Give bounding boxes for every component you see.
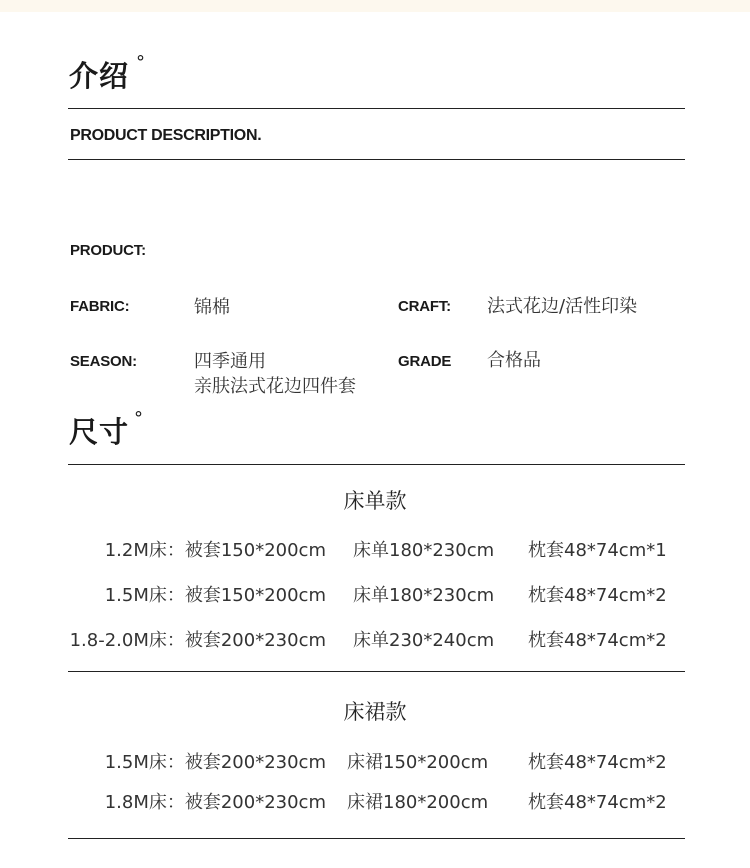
- size-row-pillow: 枕套48*74cm*2: [528, 585, 667, 606]
- size-row-pillow: 枕套48*74cm*1: [528, 540, 667, 561]
- size-row-skirt: 床裙150*200cm: [347, 752, 489, 773]
- grade-label: GRADE: [398, 353, 452, 370]
- size-row-pillow: 枕套48*74cm*2: [528, 752, 667, 773]
- divider: [68, 108, 685, 109]
- size-row-pillow: 枕套48*74cm*2: [528, 630, 667, 651]
- product-description-subtitle: PRODUCT DESCRIPTION.: [70, 127, 262, 144]
- size-row-bed: 1.5M床：被套150*200cm: [104, 585, 326, 606]
- size-row-bed: 1.8-2.0M床：被套200*230cm: [69, 630, 326, 651]
- season-value-line1: 四季通用: [194, 351, 266, 372]
- craft-value: 法式花边/活性印染: [487, 296, 638, 317]
- season-value-line2: 亲肤法式花边四件套: [194, 376, 356, 397]
- size-row-skirt: 床裙180*200cm: [347, 792, 489, 813]
- size-row-bed: 1.2M床：被套150*200cm: [104, 540, 326, 561]
- sheet-style-title: 床单款: [343, 489, 407, 513]
- season-label: SEASON:: [70, 353, 137, 370]
- size-row-pillow: 枕套48*74cm*2: [528, 792, 667, 813]
- divider: [68, 838, 685, 839]
- top-band: [0, 0, 750, 12]
- intro-title: 介绍: [69, 59, 130, 93]
- divider: [68, 159, 685, 160]
- skirt-style-title: 床裙款: [343, 700, 407, 724]
- fabric-label: FABRIC:: [70, 298, 130, 315]
- fabric-value: 锦棉: [194, 297, 230, 318]
- size-row-sheet: 床单180*230cm: [353, 540, 495, 561]
- product-label: PRODUCT:: [70, 242, 146, 259]
- size-title: 尺寸: [69, 415, 130, 449]
- size-row-sheet: 床单230*240cm: [353, 630, 495, 651]
- craft-label: CRAFT:: [398, 298, 451, 315]
- size-row-sheet: 床单180*230cm: [353, 585, 495, 606]
- size-degree-mark: °: [134, 408, 143, 429]
- intro-degree-mark: °: [136, 52, 145, 73]
- size-row-bed: 1.8M床：被套200*230cm: [104, 792, 326, 813]
- divider: [68, 671, 685, 672]
- size-row-bed: 1.5M床：被套200*230cm: [104, 752, 326, 773]
- divider: [68, 464, 685, 465]
- grade-value: 合格品: [487, 350, 541, 371]
